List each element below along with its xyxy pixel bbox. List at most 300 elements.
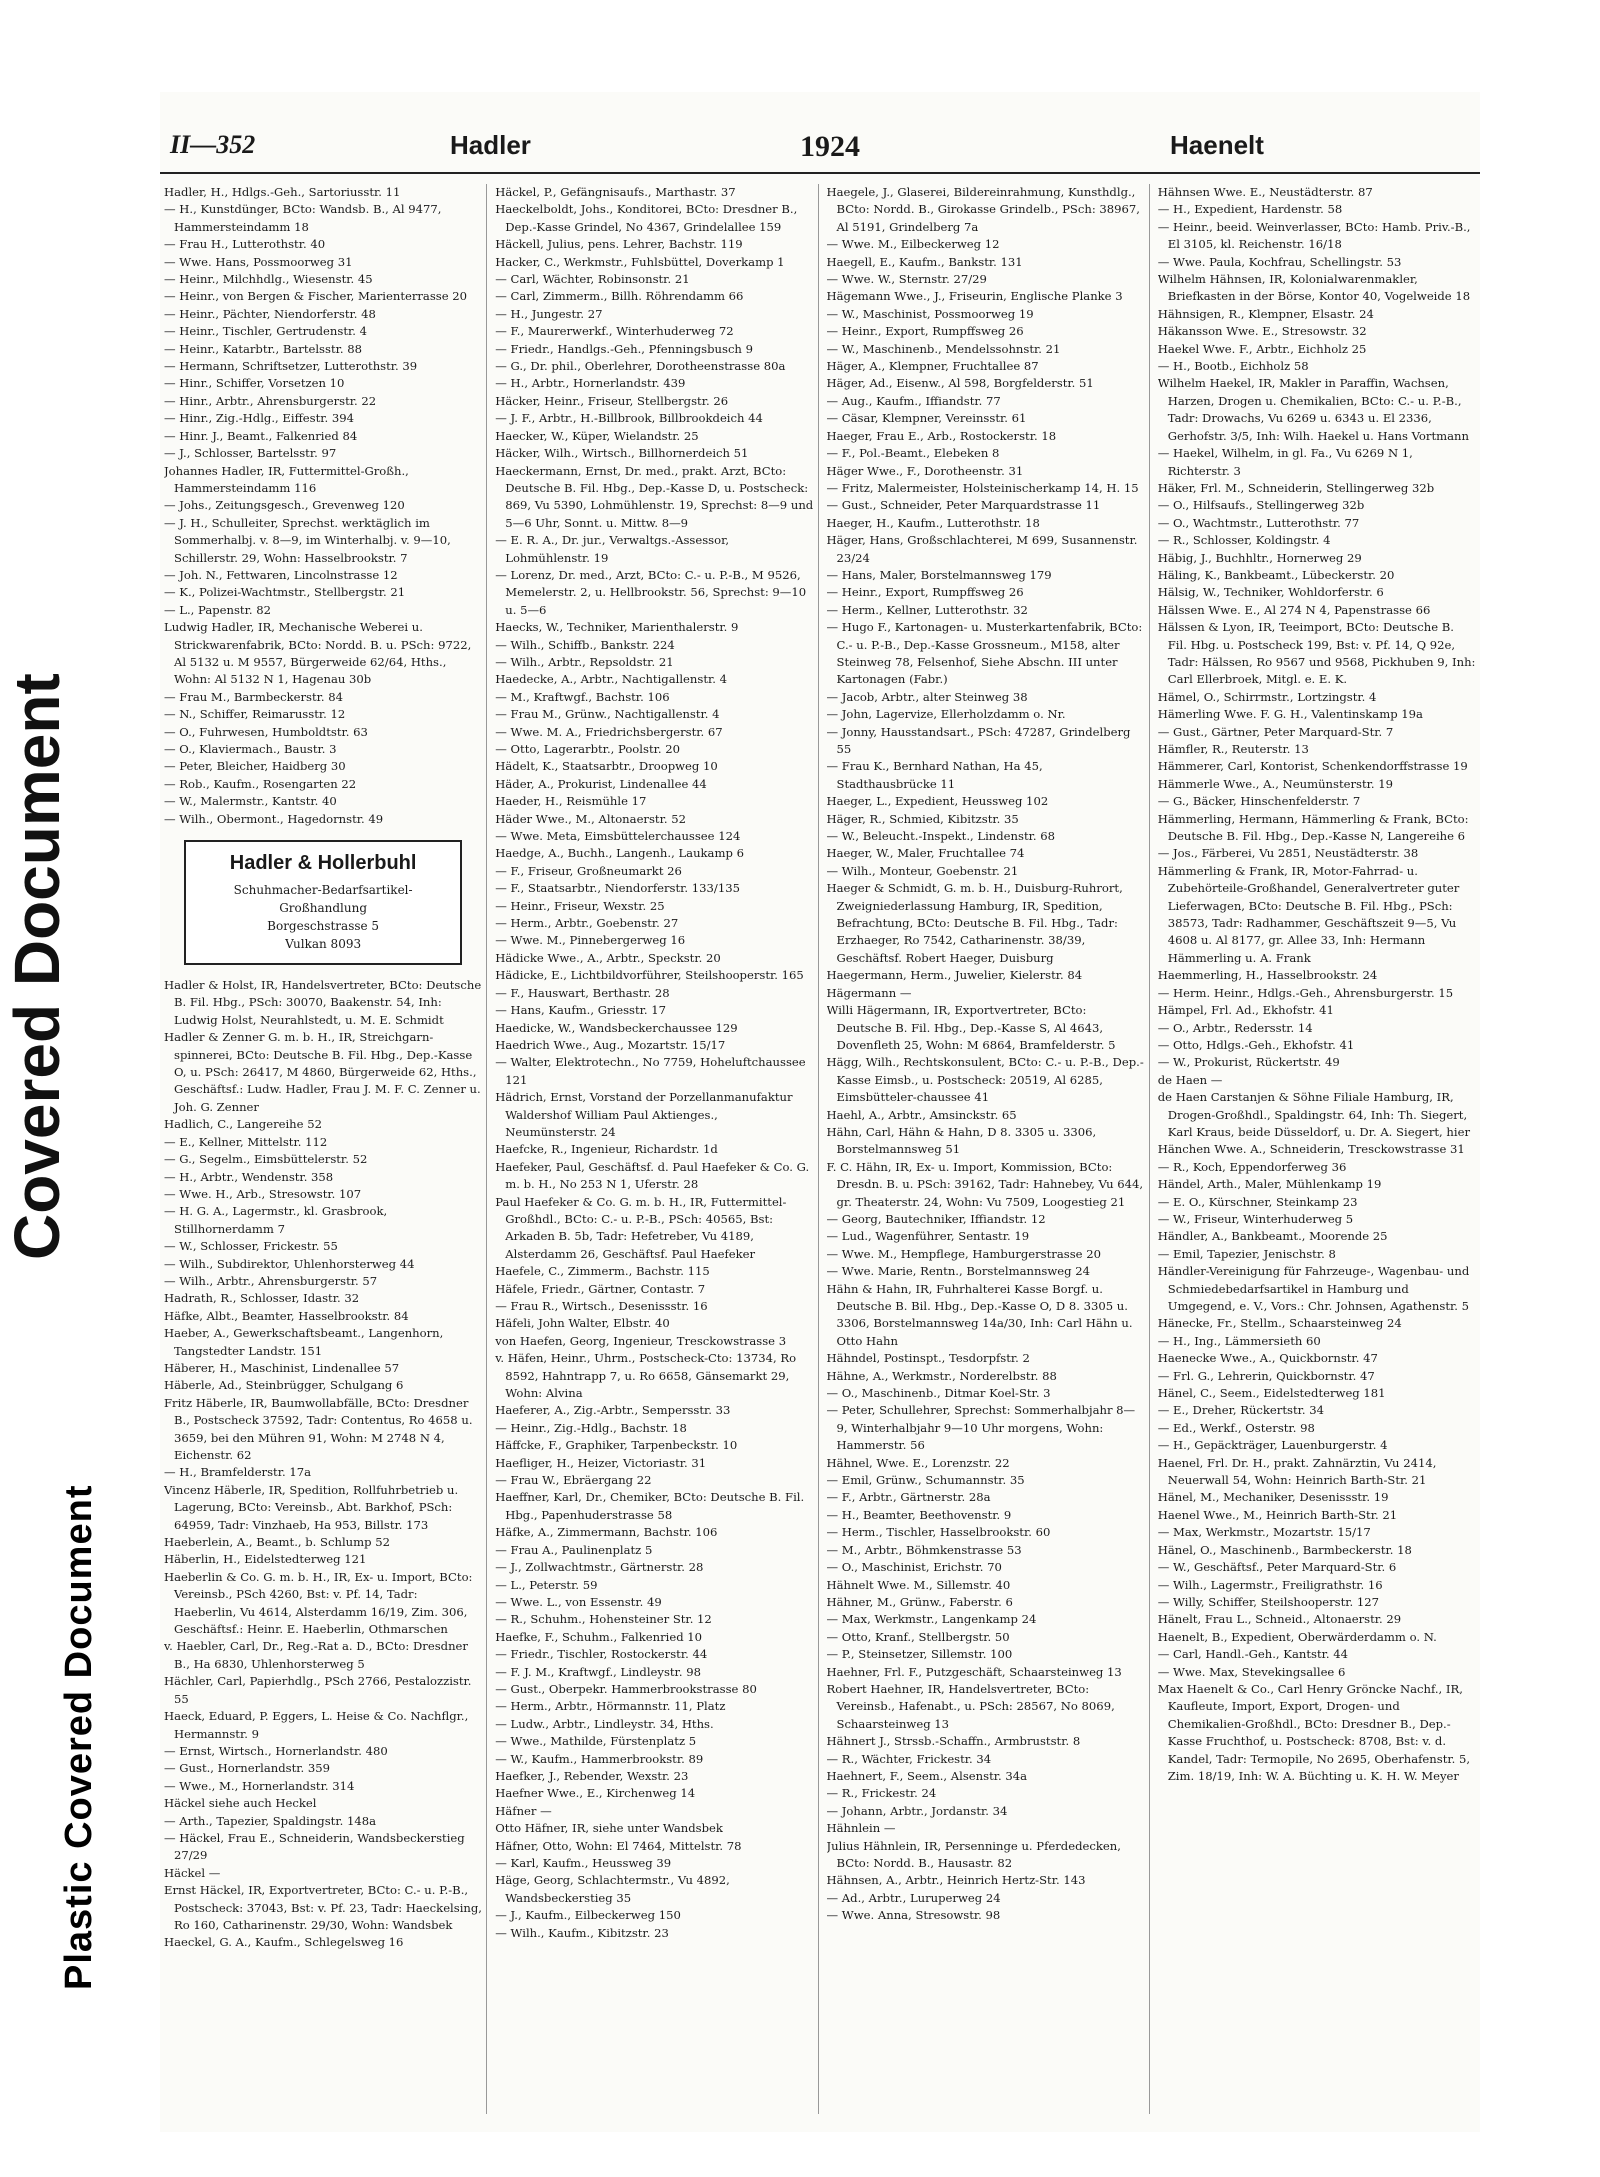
directory-entry: Haeckel, G. A., Kaufm., Schlegelsweg 16 — [164, 1935, 404, 1950]
directory-entry: Häckel siehe auch Heckel — [164, 1796, 317, 1811]
directory-entry: von Haefen, Georg, Ingenieur, Tresckowstrasse 3 — [495, 1333, 787, 1348]
directory-entry: Hächler, Carl, Papierhdlg., PSch 2766, Pestalozzistr. 55 — [164, 1674, 472, 1706]
directory-entry: — H., Bootb., Eichholz 58 — [1157, 359, 1309, 374]
directory-entry: — E., Kellner, Mittelstr. 112 — [164, 1134, 328, 1149]
ad-title: Hadler & Hollerbuhl — [229, 852, 417, 875]
spine-label: Plastic Covered Document — [58, 1484, 100, 1990]
directory-entry: — Heinr., Milchhdlg., Wiesenstr. 45 — [164, 272, 373, 287]
directory-entry: Häckel — — [164, 1865, 221, 1880]
directory-entry: — Heinr., Zig.-Hdlg., Bachstr. 18 — [495, 1420, 687, 1435]
directory-entry: Hämmerling, Hermann, Hämmerling & Frank, BCto: Deutsche B. Fil. Hbg., Dep.-Kasse N, Langereihe 6 — [1157, 811, 1469, 844]
directory-entry: — Jos., Färberei, Vu 2851, Neustädterstr. 38 — [1157, 846, 1419, 861]
directory-entry: Haeger, L., Expedient, Heussweg 102 — [826, 794, 1049, 809]
directory-entry: Hämmerling & Frank, IR, Motor-Fahrrad- u. Zubehörteile-Großhandel, Generalvertreter guter Lieferwagen, BCto: Deutsche B. Fil. Hbg., PSch: 38573, Tadr: Radhammer, Geschäftszeit 9—5, Vu 4608 u. Al 8177, gr. Allee 33, Inh: Hermann Hämmerling u. A. Frank — [1157, 863, 1460, 965]
directory-entry: — Ludw., Arbtr., Lindleystr. 34, Hths. — [495, 1716, 714, 1731]
directory-entry: — Wwe. Meta, Eimsbüttelerchaussee 124 — [495, 829, 741, 844]
page-number: II—352 — [170, 130, 256, 159]
directory-entry: — Jacob, Arbtr., alter Steinweg 38 — [826, 689, 1028, 704]
header-year: 1924 — [800, 130, 860, 163]
directory-entry: — Hans, Kaufm., Griesstr. 17 — [495, 1003, 667, 1018]
directory-entry: Haeder, H., Reismühle 17 — [495, 794, 647, 809]
directory-entry: Hämel, O., Schirrmstr., Lortzingstr. 4 — [1157, 689, 1377, 704]
directory-entry: Hähn, Carl, Hähn & Hahn, D 8. 3305 u. 3306, Borstelmannsweg 51 — [826, 1124, 1097, 1157]
directory-entry: — W., Geschäftsf., Peter Marquard-Str. 6 — [1157, 1560, 1397, 1575]
directory-entry: Häge, Georg, Schlachtermstr., Vu 4892, Wandsbeckerstieg 35 — [495, 1873, 730, 1905]
directory-entry: — W., Maschinist, Possmoorweg 19 — [826, 306, 1034, 321]
column-entries — [164, 184, 482, 828]
directory-entry: de Haen Carstanjen & Söhne Filiale Hamburg, IR, Drogen-Großhdl., Spaldingstr. 64, Inh: Th. Siegert, Karl Kraus, beide Düsseldorf, u. Dr. A. Siegert, hier — [1157, 1090, 1471, 1139]
directory-entry: — H., Kunstdünger, BCto: Wandsb. B., Al 9477, Hammersteindamm 18 — [164, 202, 442, 234]
directory-entry: — Heinr., Katarbtr., Bartelsstr. 88 — [164, 341, 362, 356]
directory-entry: Haeber, A., Gewerkschaftsbeamt., Langenhorn, Tangstedter Landstr. 151 — [164, 1326, 444, 1358]
directory-entry: — Wilh., Obermont., Hagedornstr. 49 — [164, 811, 384, 826]
directory-entry: Hämpel, Frl. Ad., Ekhofstr. 41 — [1157, 1003, 1334, 1018]
directory-entry: Häfeli, John Walter, Elbstr. 40 — [495, 1316, 670, 1331]
directory-entry: — K., Polizei-Wachtmstr., Stellbergstr. 21 — [164, 585, 406, 600]
directory-entry: — O., Maschinenb., Ditmar Koel-Str. 3 — [826, 1386, 1051, 1401]
directory-entry: — J., Zollwachtmstr., Gärtnerstr. 28 — [495, 1560, 704, 1575]
directory-entry: — Peter, Bleicher, Haidberg 30 — [164, 759, 346, 774]
directory-entry: Hädicke, E., Lichtbildvorführer, Steilshooperstr. 165 — [495, 968, 804, 983]
directory-entry: v. Häfen, Heinr., Uhrm., Postscheck-Cto: 13734, Ro 8592, Hahntrapp 7, u. Ro 6658, Gänsemarkt 29, Wohn: Alvina — [495, 1351, 797, 1401]
directory-entry: — Wilh., Monteur, Goebenstr. 21 — [826, 863, 1019, 878]
column-entries — [827, 184, 1145, 1925]
directory-entry: v. Haebler, Carl, Dr., Reg.-Rat a. D., BCto: Dresdner B., Ha 6830, Uhlenhorsterweg 5 — [164, 1639, 468, 1671]
directory-entry: Hähnelt Wwe. M., Sillemstr. 40 — [826, 1577, 1011, 1592]
directory-entry: — O., Klaviermach., Baustr. 3 — [164, 742, 337, 756]
directory-entry: Häder Wwe., M., Altonaerstr. 52 — [495, 811, 686, 826]
directory-entry: Haecker, W., Küper, Wielandstr. 25 — [495, 428, 699, 443]
directory-entry: — Wwe. Max, Stevekingsallee 6 — [1157, 1664, 1346, 1679]
directory-entry: Hadlich, C., Langereihe 52 — [164, 1117, 322, 1132]
directory-entry: — Wwe. M., Eilbeckerweg 12 — [826, 237, 1000, 252]
directory-entry: — Wilh., Arbtr., Ahrensburgerstr. 57 — [164, 1273, 378, 1288]
directory-entry: — Arth., Tapezier, Spaldingstr. 148a — [164, 1813, 377, 1828]
directory-entry: — Otto, Lagerarbtr., Poolstr. 20 — [495, 742, 680, 756]
directory-entry: — Heinr., Export, Rumpffsweg 26 — [826, 324, 1024, 339]
directory-entry: Händel, Arth., Maler, Mühlenkamp 19 — [1157, 1177, 1382, 1192]
directory-entry: Haehnert, F., Seem., Alsenstr. 34a — [826, 1768, 1028, 1783]
directory-entry: — Peter, Schullehrer, Sprechst: Sommerhalbjahr 8—9, Winterhalbjahr 9—10 Uhr morgens, Wohn: Hammerstr. 56 — [826, 1403, 1136, 1453]
spine-ghost-label: Covered Document — [1, 673, 73, 1260]
directory-entry: Hämfler, R., Reuterstr. 13 — [1157, 742, 1309, 756]
directory-entry: — Georg, Bautechniker, Iffiandstr. 12 — [826, 1211, 1046, 1226]
directory-entry: Hacker, C., Werkmstr., Fuhlsbüttel, Doverkamp 1 — [495, 254, 785, 269]
directory-entry: Hähnsen, A., Arbtr., Heinrich Hertz-Str. 143 — [826, 1873, 1086, 1888]
directory-entry: — F., Staatsarbtr., Niendorferstr. 133/135 — [495, 881, 740, 896]
directory-entry: — O., Fuhrwesen, Humboldtstr. 63 — [164, 724, 368, 739]
directory-entry: Hälsig, W., Techniker, Wohldorferstr. 6 — [1157, 585, 1384, 600]
column-entries — [495, 184, 813, 1942]
directory-entry: — Wilh., Lagermstr., Freiligrathstr. 16 — [1157, 1577, 1383, 1592]
directory-entry: Haeger, H., Kaufm., Lutterothstr. 18 — [826, 515, 1040, 530]
directory-entry: Hänchen Wwe. A., Schneiderin, Tresckowstrasse 31 — [1157, 1142, 1465, 1157]
directory-entry: — Frl. G., Lehrerin, Quickbornstr. 47 — [1157, 1368, 1375, 1383]
directory-entry: — Hugo F., Kartonagen- u. Musterkartenfabrik, BCto: C.- u. P.-B., Dep.-Kasse Grossneum., M158, alter Steinweg 78, Felsenhof, Siehe Abschn. III unter Kartonagen (Fabr.) — [826, 620, 1143, 687]
directory-entry: Häcker, Heinr., Friseur, Stellbergstr. 26 — [495, 393, 729, 408]
directory-entry: Haeffner, Karl, Dr., Chemiker, BCto: Deutsche B. Fil. Hbg., Papenhuderstrasse 58 — [495, 1490, 805, 1522]
directory-entry: — Joh. N., Fettwaren, Lincolnstrasse 12 — [164, 567, 398, 582]
directory-entry: Haefliger, H., Heizer, Victoriastr. 31 — [495, 1455, 707, 1470]
directory-entry: — Wwe. M. A., Friedrichsbergerstr. 67 — [495, 724, 723, 739]
directory-entry: Hadler & Zenner G. m. b. H., IR, Streichgarn-spinnerei, BCto: Deutsche B. Fil. Hbg., Dep.-Kasse O, u. PSch: 26417, M 4860, Bürgerweide 62, Hths., Geschäftsf.: Ludw. Hadler, Frau J. M. F. C. Zenner u. Joh. G. Zenner — [164, 1030, 481, 1114]
directory-entry: Häbig, J., Buchhltr., Hornerweg 29 — [1157, 550, 1362, 565]
directory-entry: — Herm., Arbtr., Hörmannstr. 11, Platz — [495, 1699, 726, 1714]
directory-entry: Hälssen & Lyon, IR, Teeimport, BCto: Deutsche B. Fil. Hbg. u. Postscheck 199, Bst: v. Pf. 14, Q 92e, Tadr: Hälssen, Ro 9567 und 9568, Pickhuben 9, Inh: Carl Ellerbroek, Mitgl. e. E. K. — [1157, 620, 1476, 687]
directory-entry: — H., Expedient, Hardenstr. 58 — [1157, 202, 1343, 217]
page-header — [160, 130, 1480, 170]
directory-entry: — L., Papenstr. 82 — [164, 602, 271, 617]
directory-entry: — Ad., Arbtr., Luruperweg 24 — [826, 1890, 1001, 1905]
directory-entry: — G., Bäcker, Hinschenfelderstr. 7 — [1157, 794, 1361, 809]
directory-entry: Haehner, Frl. F., Putzgeschäft, Schaarsteinweg 13 — [826, 1664, 1122, 1679]
directory-entry: — O., Wachtmstr., Lutterothstr. 77 — [1157, 515, 1360, 530]
directory-entry: — W., Kaufm., Hammerbrookstr. 89 — [495, 1751, 704, 1766]
directory-entry: — R., Frickestr. 24 — [826, 1786, 937, 1801]
directory-entry: — H., Ing., Lämmersieth 60 — [1157, 1333, 1321, 1348]
directory-entry: — John, Lagervize, Ellerholzdamm o. Nr. — [826, 707, 1066, 722]
directory-entry: — Carl, Handl.-Geh., Kantstr. 44 — [1157, 1647, 1348, 1662]
directory-entry: — Heinr., Pächter, Niendorferstr. 48 — [164, 306, 376, 321]
directory-entry: Häfner, Otto, Wohn: El 7464, Mittelstr. 78 — [495, 1838, 742, 1853]
directory-entry: — Max, Werkmstr., Langenkamp 24 — [826, 1612, 1037, 1627]
directory-entry: — H., Bramfelderstr. 17a — [164, 1465, 312, 1480]
directory-entry: Häberlin, H., Eidelstedterweg 121 — [164, 1552, 367, 1567]
column-entries — [1158, 184, 1476, 1785]
directory-entry: — Frau H., Lutterothstr. 40 — [164, 237, 326, 252]
directory-entry: Haehl, A., Arbtr., Amsinckstr. 65 — [826, 1107, 1017, 1122]
directory-entry: — J. F., Arbtr., H.-Billbrook, Billbrookdeich 44 — [495, 411, 763, 426]
directory-entry: — W., Friseur, Winterhuderweg 5 — [1157, 1211, 1354, 1226]
directory-entry: Häling, K., Bankbeamt., Lübeckerstr. 20 — [1157, 567, 1395, 582]
directory-entry: — Wwe., M., Hornerlandstr. 314 — [164, 1778, 355, 1793]
directory-entry: Hägg, Wilh., Rechtskonsulent, BCto: C.- u. P.-B., Dep.-Kasse Eimsb., u. Postscheck: 20519, Al 6285, Eimsbütteler-chaussee 41 — [826, 1055, 1144, 1105]
directory-entry: Max Haenelt & Co., Carl Henry Gröncke Nachf., IR, Kaufleute, Import, Export, Drogen- und Chemikalien-Großhdl., BCto: Dresdner B., Dep.-Kasse Fruchthof, u. Postscheck: 8708, Bst: v. d. Kandel, Tadr: Termopile, No 2695, Oberhafenstr. 5, Zim. 18/19, Inh: W. A. Büchting u. K. H. W. Meyer — [1157, 1681, 1471, 1783]
directory-entry: — Frau R., Wirtsch., Desenissstr. 16 — [495, 1299, 708, 1313]
directory-entry: — Heinr., beeid. Weinverlasser, BCto: Hamb. Priv.-B., El 3105, kl. Reichenstr. 16/18 — [1157, 219, 1471, 252]
directory-entry: Haecks, W., Techniker, Marienthalerstr. 9 — [495, 620, 739, 635]
directory-entry: — Rob., Kaufm., Rosengarten 22 — [164, 776, 357, 791]
directory-entry: — Frau A., Paulinenplatz 5 — [495, 1542, 653, 1557]
directory-entry: — Frau M., Grünw., Nachtigallenstr. 4 — [495, 707, 720, 722]
directory-entry: — G., Dr. phil., Oberlehrer, Dorotheenstrasse 80a — [495, 359, 786, 374]
header-rule — [160, 172, 1480, 174]
directory-entry: — Hans, Maler, Borstelmannsweg 179 — [826, 567, 1052, 582]
directory-entry: Hädicke Wwe., A., Arbtr., Speckstr. 20 — [495, 950, 721, 965]
directory-entry: Hadler & Holst, IR, Handelsvertreter, BCto: Deutsche B. Fil. Hbg., PSch: 30070, Baakenstr. 54, Inh: Ludwig Holst, Neurahlstedt, u. M. E. Schmidt — [164, 978, 482, 1027]
directory-entry: — Johs., Zeitungsgesch., Grevenweg 120 — [164, 498, 405, 513]
directory-entry: — Emil, Tapezier, Jenischstr. 8 — [1157, 1246, 1336, 1261]
directory-entry: Händler-Vereinigung für Fahrzeuge-, Wagenbau- und Schmiedebedarfsartikel in Hamburg und Umgegend, e. V., Vors.: Chr. Johnsen, Agathenstr. 5 — [1157, 1264, 1470, 1313]
directory-entry: — Hermann, Schriftsetzer, Lutterothstr. 39 — [164, 359, 418, 374]
directory-entry: Häkansson Wwe. E., Stresowstr. 32 — [1157, 324, 1367, 339]
directory-entry: Haefke, F., Schuhm., Falkenried 10 — [495, 1629, 703, 1644]
directory-entry: — Hinr., Zig.-Hdlg., Eiffestr. 394 — [164, 411, 355, 426]
directory-entry: Haeck, Eduard, P. Eggers, L. Heise & Co. Nachflgr., Hermannstr. 9 — [164, 1709, 469, 1741]
directory-entry: Häberer, H., Maschinist, Lindenallee 57 — [164, 1360, 400, 1375]
directory-entry: — H., Jungestr. 27 — [495, 306, 603, 321]
directory-entry: Otto Häfner, IR, siehe unter Wandsbek — [495, 1821, 723, 1836]
directory-entry: Haefele, C., Zimmerm., Bachstr. 115 — [495, 1264, 710, 1279]
directory-entry: Hähnlein — — [826, 1821, 896, 1836]
directory-entry: — Max, Werkmstr., Mozartstr. 15/17 — [1157, 1525, 1371, 1540]
directory-entry: — P., Steinsetzer, Sillemstr. 100 — [826, 1647, 1013, 1662]
directory-entry: Haedge, A., Buchh., Langenh., Laukamp 6 — [495, 846, 744, 861]
directory-entry: — M., Arbtr., Böhmkenstrasse 53 — [826, 1542, 1022, 1557]
directory-entry: Hänel, C., Seem., Eidelstedterweg 181 — [1157, 1386, 1386, 1401]
directory-entry: Haefcke, R., Ingenieur, Richardstr. 1d — [495, 1142, 718, 1157]
directory-entry: Haegele, J., Glaserei, Bildereinrahmung, Kunsthdlg., BCto: Nordd. B., Girokasse Grindelb., PSch: 38967, Al 5191, Grindelberg 7a — [826, 185, 1140, 234]
directory-entry: — H. G. A., Lagermstr., kl. Grasbrook, Stillhornerdamm 7 — [164, 1204, 388, 1236]
directory-entry: — Otto, Kranf., Stellbergstr. 50 — [826, 1629, 1010, 1644]
directory-entry: Häcker, Wilh., Wirtsch., Billhornerdeich 51 — [495, 446, 749, 461]
ad-line: Schuhmacher-Bedarfsartikel-Großhandlung — [233, 883, 413, 916]
directory-entry: Julius Hähnlein, IR, Persenninge u. Pferdedecken, BCto: Nordd. B., Hausastr. 82 — [826, 1838, 1121, 1870]
directory-entry: Johannes Hadler, IR, Futtermittel-Großh., Hammersteindamm 116 — [164, 463, 409, 495]
header-last-word: Haenelt — [1170, 130, 1264, 160]
directory-entry: — Johann, Arbtr., Jordanstr. 34 — [826, 1803, 1008, 1818]
directory-entry: — Gust., Schneider, Peter Marquardstrasse 11 — [826, 498, 1101, 513]
directory-entry: — Wwe. Paula, Kochfrau, Schellingstr. 53 — [1157, 254, 1402, 269]
directory-columns — [164, 184, 1480, 2114]
directory-entry: Haeger, Frau E., Arb., Rostockerstr. 18 — [826, 428, 1057, 443]
directory-entry: — Ernst, Wirtsch., Hornerlandstr. 480 — [164, 1743, 388, 1758]
directory-entry: — Wilh., Arbtr., Repsoldstr. 21 — [495, 654, 674, 669]
directory-entry: — Lorenz, Dr. med., Arzt, BCto: C.- u. P.-B., M 9526, Memelerstr. 2, u. Hellbrookstr. 56, Sprechst: 9—10 u. 5—6 — [495, 567, 807, 617]
directory-entry: Ludwig Hadler, IR, Mechanische Weberei u. Strickwarenfabrik, BCto: Nordd. B. u. PSch: 9722, Al 5132 u. M 9557, Bürgerweide 62/64, Hths., Wohn: Al 5132 N 1, Hagenau 30b — [164, 620, 472, 687]
directory-entry: Haeferer, A., Zig.-Arbtr., Sempersstr. 33 — [495, 1403, 731, 1418]
directory-entry: — H., Beamter, Beethovenstr. 9 — [826, 1507, 1012, 1522]
directory-entry: Händler, A., Bankbeamt., Moorende 25 — [1157, 1229, 1388, 1244]
directory-entry: — Friedr., Handlgs.-Geh., Pfenningsbusch 9 — [495, 341, 753, 356]
directory-entry: Haeger, W., Maler, Fruchtallee 74 — [826, 846, 1025, 861]
directory-entry: Hämmerer, Carl, Kontorist, Schenkendorffstrasse 19 — [1157, 759, 1468, 774]
directory-entry: — Gust., Hornerlandstr. 359 — [164, 1761, 331, 1776]
directory-entry: — F., Hauswart, Berthastr. 28 — [495, 985, 670, 1000]
directory-entry: Häder, A., Prokurist, Lindenallee 44 — [495, 776, 707, 791]
directory-entry: Häckel, P., Gefängnisaufs., Marthastr. 37 — [495, 185, 736, 199]
directory-entry: Häger, A., Klempner, Fruchtallee 87 — [826, 359, 1039, 374]
directory-entry: Häfner — — [495, 1803, 552, 1818]
directory-entry: — E. O., Kürschner, Steinkamp 23 — [1157, 1194, 1358, 1209]
directory-entry: Häger, Ad., Eisenw., Al 598, Borgfelderstr. 51 — [826, 376, 1094, 391]
directory-entry: Hädrich, Ernst, Vorstand der Porzellanmanufaktur Waldershof William Paul Aktienges., Neumünsterstr. 24 — [495, 1090, 793, 1139]
directory-entry: Hähner, M., Grünw., Faberstr. 6 — [826, 1594, 1013, 1609]
column-entries — [164, 977, 482, 1952]
directory-entry: — Heinr., Tischler, Gertrudenstr. 4 — [164, 324, 368, 339]
directory-entry: — E., Dreher, Rückertstr. 34 — [1157, 1403, 1324, 1418]
directory-entry: — Heinr., Friseur, Wexstr. 25 — [495, 898, 665, 913]
directory-entry: — Walter, Elektrotechn., No 7759, Hoheluftchaussee 121 — [495, 1055, 806, 1087]
directory-entry: Häfele, Friedr., Gärtner, Contastr. 7 — [495, 1281, 706, 1296]
directory-entry: — Haekel, Wilhelm, in gl. Fa., Vu 6269 N 1, Richterstr. 3 — [1157, 446, 1413, 478]
directory-entry: Häger, Hans, Großschlachterei, M 699, Susannenstr. 23/24 — [826, 533, 1138, 565]
directory-entry: Häberle, Ad., Steinbrügger, Schulgang 6 — [164, 1378, 404, 1393]
directory-entry: — J. H., Schulleiter, Sprechst. werktäglich im Sommerhalbj. v. 8—9, im Winterhalbj. v. 9—10, Schillerstr. 29, Wohn: Hasselbrookstr. 7 — [164, 515, 451, 565]
directory-entry: Hadler, H., Hdlgs.-Geh., Sartoriusstr. 11 — [164, 185, 401, 199]
directory-entry: — Herm., Arbtr., Goebenstr. 27 — [495, 916, 679, 931]
directory-entry: — Wwe. Anna, Stresowstr. 98 — [826, 1908, 1001, 1923]
directory-entry: Häckell, Julius, pens. Lehrer, Bachstr. 119 — [495, 237, 743, 252]
directory-entry: — W., Maschinenb., Mendelssohnstr. 21 — [826, 341, 1061, 356]
directory-entry: Haegermann, Herm., Juwelier, Kielerstr. 84 — [826, 968, 1083, 983]
directory-entry: — Wwe. M., Hempflege, Hamburgerstrasse 20 — [826, 1246, 1101, 1261]
directory-entry: — Herm., Tischler, Hasselbrookstr. 60 — [826, 1525, 1051, 1540]
directory-entry: Paul Haefeker & Co. G. m. b. H., IR, Futtermittel-Großhdl., BCto: C.- u. P.-B., PSch: 40565, Bst: Arkaden B. 5b, Tadr: Hefetreber, Vu 4189, Alsterdamm 26, Geschäftsf. Paul Haefeker — [495, 1194, 787, 1261]
directory-entry: Hälssen Wwe. E., Al 274 N 4, Papenstrasse 66 — [1157, 602, 1431, 617]
directory-entry: — Häckel, Frau E., Schneiderin, Wandsbeckerstieg 27/29 — [164, 1830, 465, 1863]
column-1 — [164, 184, 487, 2114]
directory-entry: Haenecke Wwe., A., Quickbornstr. 47 — [1157, 1351, 1378, 1366]
directory-entry: — F., Friseur, Großneumarkt 26 — [495, 863, 682, 878]
directory-entry: Hähnsen Wwe. E., Neustädterstr. 87 — [1157, 185, 1373, 199]
advertisement-box — [184, 840, 462, 965]
directory-entry: — Wwe. L., von Essenstr. 49 — [495, 1594, 662, 1609]
directory-entry: — Wilh., Schiffb., Bankstr. 224 — [495, 637, 675, 652]
directory-entry: — W., Prokurist, Rückertstr. 49 — [1157, 1055, 1340, 1070]
directory-entry: — Karl, Kaufm., Heussweg 39 — [495, 1856, 672, 1870]
directory-entry: Haenel, Frl. Dr. H., prakt. Zahnärztin, Vu 2414, Neuerwall 54, Wohn: Heinrich Barth-Str. 21 — [1157, 1455, 1437, 1488]
directory-entry: — Wwe. Hans, Possmoorweg 31 — [164, 254, 353, 269]
directory-entry: — F., Arbtr., Gärtnerstr. 28a — [826, 1490, 991, 1505]
directory-entry: — Herm. Heinr., Hdlgs.-Geh., Ahrensburgerstr. 15 — [1157, 985, 1454, 1000]
directory-entry: Hähn & Hahn, IR, Fuhrhalterei Kasse Borgf. u. Deutsche B. Bil. Hbg., Dep.-Kasse O, D 8. 3305 u. 3306, Borstelmannsweg 14a/30, Inh: Carl Hähn u. Otto Hahn — [826, 1281, 1133, 1348]
directory-entry: Hämmerle Wwe., A., Neumünsterstr. 19 — [1157, 776, 1394, 791]
ad-line: Vulkan 8093 — [285, 937, 362, 952]
directory-entry: — Herm., Kellner, Lutterothstr. 32 — [826, 602, 1028, 617]
directory-entry: Wilhelm Hähnsen, IR, Kolonialwarenmakler, Briefkasten in der Börse, Kontor 40, Vogelweide 18 — [1157, 272, 1471, 304]
directory-entry: Fritz Häberle, IR, Baumwollabfälle, BCto: Dresdner B., Postscheck 37592, Tadr: Contentus, Ro 4658 u. 3659, bei den Mühren 91, Wohn: M 2748 N 4, Eichenstr. 62 — [164, 1395, 473, 1462]
directory-entry: — J., Schlosser, Bartelsstr. 97 — [164, 446, 337, 461]
column-4 — [1158, 184, 1480, 2114]
directory-entry: F. C. Hähn, IR, Ex- u. Import, Kommission, BCto: Dresdn. B. u. PSch: 39162, Tadr: Hahnebey, Vu 644, gr. Theaterstr. 24, Wohn: Vu 7509, Loogestieg 21 — [826, 1159, 1144, 1209]
directory-entry: — Wilh., Subdirektor, Uhlenhorsterweg 44 — [164, 1256, 415, 1271]
directory-entry: Hädelt, K., Staatsarbtr., Droopweg 10 — [495, 759, 718, 774]
column-2 — [495, 184, 818, 2114]
directory-entry: — H., Arbtr., Hornerlandstr. 439 — [495, 376, 686, 391]
column-3 — [827, 184, 1150, 2114]
directory-entry: Robert Haehner, IR, Handelsvertreter, BCto: Vereinsb., Hafenabt., u. PSch: 28567, No 8069, Schaarsteinweg 13 — [826, 1681, 1115, 1731]
directory-entry: — Aug., Kaufm., Iffiandstr. 77 — [826, 393, 1001, 408]
directory-entry: Haeckelboldt, Johs., Konditorei, BCto: Dresdner B., Dep.-Kasse Grindel, No 4367, Grindelallee 159 — [495, 202, 798, 234]
directory-entry: Hähnel, Wwe. E., Lorenzstr. 22 — [826, 1455, 1010, 1470]
directory-entry: — Frau M., Barmbeckerstr. 84 — [164, 689, 344, 704]
directory-entry: — Wwe. H., Arb., Stresowstr. 107 — [164, 1186, 362, 1201]
directory-entry: Hänecke, Fr., Stellm., Schaarsteinweg 24 — [1157, 1316, 1402, 1331]
directory-entry: — W., Schlosser, Frickestr. 55 — [164, 1239, 338, 1254]
directory-entry: Haeberlein, A., Beamt., b. Schlump 52 — [164, 1535, 390, 1550]
plastic-cover-spine — [0, 0, 120, 2177]
directory-entry: Haefner Wwe., E., Kirchenweg 14 — [495, 1786, 696, 1801]
directory-entry: — H., Arbtr., Wendenstr. 358 — [164, 1169, 334, 1184]
directory-entry: — E. R. A., Dr. jur., Verwaltgs.-Assessor, Lohmühlenstr. 19 — [495, 533, 730, 565]
directory-entry: Haeger & Schmidt, G. m. b. H., Duisburg-Ruhrort, Zweigniederlassung Hamburg, IR, Spedition, Befrachtung, BCto: Deutsche B. Fil. Hbg., Tadr: Erzhaeger, Ro 7542, Catharinenstr. 38/39, Geschäftsf. Robert Haeger, Duisburg — [826, 881, 1123, 965]
directory-entry: Haedicke, W., Wandsbeckerchaussee 129 — [495, 1020, 738, 1035]
directory-entry: — O., Hilfsaufs., Stellingerweg 32b — [1157, 498, 1365, 513]
directory-entry: Hähnert J., Strssb.-Schaffn., Armbruststr. 8 — [826, 1734, 1081, 1749]
header-first-word: Hadler — [450, 130, 531, 160]
directory-entry: — R., Schlosser, Koldingstr. 4 — [1157, 533, 1331, 548]
directory-entry: — Carl, Zimmerm., Billh. Röhrendamm 66 — [495, 289, 744, 304]
directory-entry: — Ed., Werkf., Osterstr. 98 — [1157, 1420, 1315, 1435]
directory-entry: — L., Peterstr. 59 — [495, 1577, 598, 1592]
directory-entry: Haeberlin & Co. G. m. b. H., IR, Ex- u. Import, BCto: Vereinsb., PSch 4260, Bst: v. Pf. 14, Tadr: Haeberlin, Vu 4614, Alsterdamm 16/19, Zim. 306, Geschäftsf.: Heinr. E. Haeberlin, Othmarschen — [164, 1569, 473, 1637]
directory-entry: Haekel Wwe. F., Arbtr., Eichholz 25 — [1157, 341, 1367, 356]
directory-entry: Wilhelm Haekel, IR, Makler in Paraffin, Wachsen, Harzen, Drogen u. Chemikalien, BCto: C.- u. P.-B., Tadr: Drowachs, Vu 6269 u. 6343 u. El 2336, Gerhofstr. 3/5, Inh: Wilh. Haekel u. Hans Vortmann — [1157, 376, 1469, 443]
directory-entry: — G., Segelm., Eimsbüttelerstr. 52 — [164, 1152, 368, 1167]
directory-entry: Haeckermann, Ernst, Dr. med., prakt. Arzt, BCto: Deutsche B. Fil. Hbg., Dep.-Kasse D, u. Postscheck: 869, Vu 5390, Lohmühlenstr. 19, Sprechst: 8—9 und 5—6 Uhr, Sonnt. u. Mittw. 8—9 — [495, 463, 814, 530]
directory-entry: Ernst Häckel, IR, Exportvertreter, BCto: C.- u. P.-B., Postscheck: 37043, Bst: v. Pf. 23, Tadr: Haeckelsing, Ro 160, Catharinenstr. 29/30, Wohn: Wandsbek — [164, 1883, 482, 1932]
directory-entry: — O., Maschinist, Erichstr. 70 — [826, 1560, 1002, 1575]
directory-entry: — R., Schuhm., Hohensteiner Str. 12 — [495, 1612, 712, 1627]
directory-entry: — W., Malermstr., Kantstr. 40 — [164, 794, 337, 809]
directory-entry: Hägemann Wwe., J., Friseurin, Englische Planke 3 — [826, 289, 1123, 304]
directory-entry: Haefker, J., Rebender, Wexstr. 23 — [495, 1768, 689, 1783]
directory-entry: — O., Arbtr., Redersstr. 14 — [1157, 1020, 1313, 1035]
directory-entry: — Wwe., Mathilde, Fürstenplatz 5 — [495, 1734, 697, 1749]
directory-entry: Haedrich Wwe., Aug., Mozartstr. 15/17 — [495, 1037, 726, 1052]
directory-entry: Haenelt, B., Expedient, Oberwärderdamm o. N. — [1157, 1629, 1437, 1644]
directory-entry: — Hinr. J., Beamt., Falkenried 84 — [164, 428, 358, 443]
directory-entry: Hähnsigen, R., Klempner, Elsastr. 24 — [1157, 306, 1374, 321]
directory-entry: — Wwe. Marie, Rentn., Borstelmannsweg 24 — [826, 1264, 1091, 1279]
directory-entry: Häfke, A., Zimmermann, Bachstr. 106 — [495, 1525, 718, 1540]
directory-entry: Häfke, Albt., Beamter, Hasselbrookstr. 84 — [164, 1308, 409, 1323]
directory-entry: — W., Beleucht.-Inspekt., Lindenstr. 68 — [826, 829, 1056, 844]
directory-entry: — F. J. M., Kraftwgf., Lindleystr. 98 — [495, 1664, 701, 1679]
directory-entry: — Cäsar, Klempner, Vereinsstr. 61 — [826, 411, 1027, 426]
directory-entry: — Lud., Wagenführer, Sentastr. 19 — [826, 1229, 1030, 1244]
directory-entry: — Heinr., von Bergen & Fischer, Marienterrasse 20 — [164, 289, 468, 304]
directory-entry: — Otto, Hdlgs.-Geh., Ekhofstr. 41 — [1157, 1037, 1355, 1052]
directory-entry: de Haen — — [1157, 1072, 1223, 1087]
directory-entry: — M., Kraftwgf., Bachstr. 106 — [495, 689, 670, 704]
ad-line: Borgeschstrasse 5 — [267, 919, 380, 934]
directory-entry: Häffcke, F., Graphiker, Tarpenbeckstr. 10 — [495, 1438, 738, 1453]
directory-entry: — Willy, Schiffer, Steilshooperstr. 127 — [1157, 1594, 1380, 1609]
directory-entry: Haegell, E., Kaufm., Bankstr. 131 — [826, 254, 1023, 269]
directory-entry: — Jonny, Hausstandsart., PSch: 47287, Grindelberg 55 — [826, 724, 1131, 756]
directory-entry: Hänel, M., Mechaniker, Desenissstr. 19 — [1157, 1490, 1389, 1505]
directory-entry: Hänelt, Frau L., Schneid., Altonaerstr. 29 — [1157, 1612, 1402, 1627]
directory-entry: — Gust., Oberpekr. Hammerbrookstrasse 80 — [495, 1681, 757, 1696]
directory-entry: Hähndel, Postinspt., Tesdorpfstr. 2 — [826, 1351, 1030, 1366]
directory-entry: — Carl, Wächter, Robinsonstr. 21 — [495, 272, 690, 287]
directory-entry: Haedecke, A., Arbtr., Nachtigallenstr. 4 — [495, 672, 727, 687]
directory-entry: Haenel Wwe., M., Heinrich Barth-Str. 21 — [1157, 1507, 1398, 1522]
directory-entry: — Friedr., Tischler, Rostockerstr. 44 — [495, 1647, 708, 1662]
directory-entry: Häger, R., Schmied, Kibitzstr. 35 — [826, 811, 1019, 826]
directory-entry: — Hinr., Schiffer, Vorsetzen 10 — [164, 376, 345, 391]
directory-entry: Häger Wwe., F., Dorotheenstr. 31 — [826, 463, 1024, 478]
directory-entry: Haefeker, Paul, Geschäftsf. d. Paul Haefeker & Co. G. m. b. H., No 253 N 1, Uferstr. 28 — [495, 1159, 810, 1192]
directory-entry: Willi Hägermann, IR, Exportvertreter, BCto: Deutsche B. Fil. Hbg., Dep.-Kasse S, Al 4643, Dovenfleth 25, Wohn: M 6864, Bramfelderstr. 5 — [826, 1003, 1116, 1052]
directory-entry: Häker, Frl. M., Schneiderin, Stellingerweg 32b — [1157, 480, 1435, 495]
directory-entry: — Hinr., Arbtr., Ahrensburgerstr. 22 — [164, 393, 377, 408]
directory-entry: — Wilh., Kaufm., Kibitzstr. 23 — [495, 1925, 669, 1940]
directory-entry: Hämerling Wwe. F. G. H., Valentinskamp 19a — [1157, 707, 1423, 722]
directory-entry: — F., Maurerwerkf., Winterhuderweg 72 — [495, 324, 734, 339]
directory-entry: — Emil, Grünw., Schumannstr. 35 — [826, 1473, 1025, 1488]
directory-entry: — H., Gepäckträger, Lauenburgerstr. 4 — [1157, 1438, 1388, 1453]
directory-entry: — Heinr., Export, Rumpffsweg 26 — [826, 585, 1024, 600]
directory-entry: Vincenz Häberle, IR, Spedition, Rollfuhrbetrieb u. Lagerung, BCto: Vereinsb., Abt. Barkhof, PSch: 64959, Tadr: Vinzhaeb, Ha 953, Billstr. 173 — [164, 1482, 459, 1532]
directory-entry: — Frau W., Ebräergang 22 — [495, 1473, 652, 1488]
directory-entry: Hänel, O., Maschinenb., Barmbeckerstr. 18 — [1157, 1542, 1412, 1557]
directory-entry: — Frau K., Bernhard Nathan, Ha 45, Stadthausbrücke 11 — [826, 759, 1043, 791]
directory-entry: — Fritz, Malermeister, Holsteinischerkamp 14, H. 15 — [826, 480, 1139, 495]
directory-entry: — J., Kaufm., Eilbeckerweg 150 — [495, 1908, 681, 1923]
